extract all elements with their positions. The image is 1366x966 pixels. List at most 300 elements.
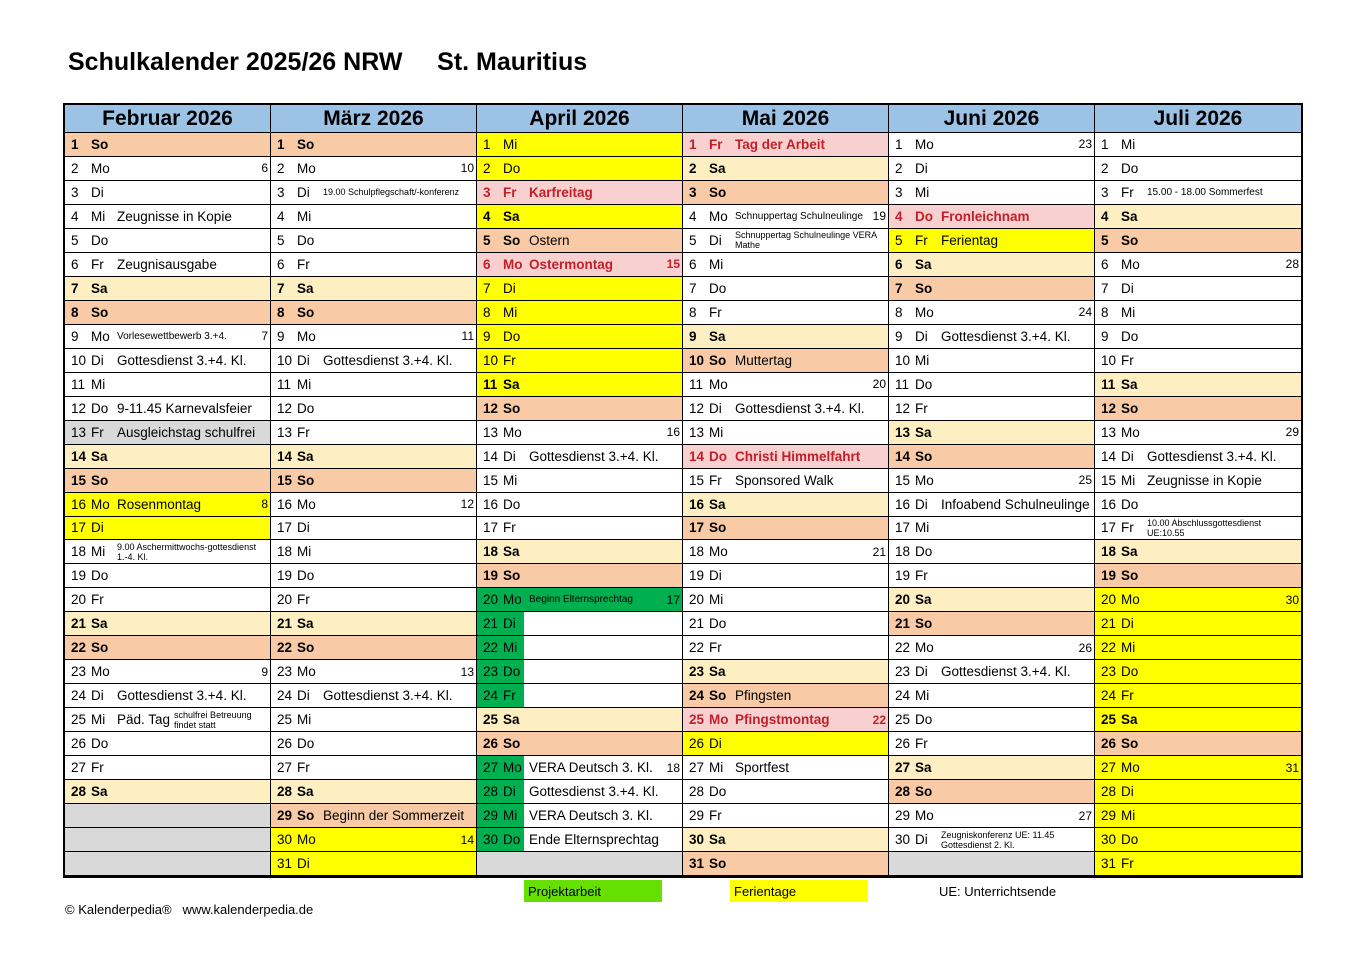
day-number: 19 <box>71 568 87 584</box>
day-row <box>683 780 888 804</box>
weekday: Mo <box>915 136 934 152</box>
day-row <box>889 684 1094 708</box>
day-number: 24 <box>483 688 499 704</box>
day-number: 4 <box>71 208 79 224</box>
day-number: 5 <box>483 232 491 248</box>
day-number: 18 <box>689 544 705 560</box>
weekday: Fr <box>709 472 722 488</box>
day-number: 27 <box>1101 760 1117 776</box>
day-number: 14 <box>689 448 705 464</box>
day-row <box>65 397 270 421</box>
event-note: Muttertag <box>735 352 793 368</box>
day-number: 10 <box>277 352 293 368</box>
day-row <box>271 756 476 780</box>
weekday: So <box>297 304 315 320</box>
day-row <box>477 277 682 301</box>
legend-ferientage-label: Ferientage <box>734 883 797 899</box>
day-row <box>477 804 682 828</box>
day-row <box>889 588 1094 612</box>
day-row <box>683 133 888 157</box>
day-row <box>683 756 888 780</box>
weekday: Di <box>503 448 516 464</box>
weekday: Mo <box>915 304 934 320</box>
weekday: Do <box>709 784 727 800</box>
legend-ue-label: UE: Unterrichtsende <box>939 883 1057 899</box>
weekday: Sa <box>709 328 726 344</box>
weekday: So <box>1121 232 1139 248</box>
weekday: Sa <box>1121 208 1138 224</box>
weekday: Sa <box>297 784 314 800</box>
weekday: So <box>91 640 109 656</box>
weekday: Fr <box>709 136 723 152</box>
weekday: Fr <box>297 760 310 776</box>
weekday: So <box>503 400 521 416</box>
day-number: 10 <box>71 352 87 368</box>
day-number: 8 <box>689 304 697 320</box>
day-number: 4 <box>483 208 491 224</box>
day-number: 15 <box>71 472 87 488</box>
weekday: So <box>709 856 727 872</box>
day-number: 9 <box>483 328 491 344</box>
weekday: Di <box>503 280 516 296</box>
day-number: 10 <box>689 352 705 368</box>
day-number: 3 <box>483 184 491 200</box>
weekday: Fr <box>1121 856 1134 872</box>
day-row <box>65 253 270 277</box>
day-row <box>65 301 270 325</box>
weekday: Mo <box>91 160 110 176</box>
day-row <box>1095 828 1301 852</box>
day-row <box>1095 277 1301 301</box>
weekday: Do <box>91 736 109 752</box>
day-number: 5 <box>689 232 697 248</box>
day-row <box>683 588 888 612</box>
day-number: 7 <box>71 280 79 296</box>
day-number: 14 <box>277 448 293 464</box>
day-number: 12 <box>277 400 293 416</box>
event-note: Gottesdienst 3.+4. Kl. <box>323 688 453 704</box>
day-number: 5 <box>1101 232 1109 248</box>
day-row <box>271 325 476 349</box>
day-row <box>65 780 270 804</box>
day-row <box>889 732 1094 756</box>
day-row <box>271 780 476 804</box>
day-row <box>1095 612 1301 636</box>
day-row <box>1095 780 1301 804</box>
week-number: 23 <box>1078 137 1092 152</box>
day-row <box>271 588 476 612</box>
day-number: 4 <box>895 208 903 224</box>
month-header: März 2026 <box>271 105 476 133</box>
day-row <box>889 157 1094 181</box>
day-number: 15 <box>277 472 293 488</box>
day-number: 31 <box>277 856 293 872</box>
weekday: Mi <box>503 472 518 488</box>
weekday: Mo <box>503 592 522 608</box>
weekday: Fr <box>91 256 104 272</box>
day-number: 9 <box>71 328 79 344</box>
day-number: 6 <box>1101 256 1109 272</box>
day-row <box>1095 253 1301 277</box>
day-row <box>889 564 1094 588</box>
day-row <box>271 277 476 301</box>
day-number: 8 <box>895 304 903 320</box>
day-number: 5 <box>895 232 903 248</box>
weekday: So <box>503 568 521 584</box>
day-row <box>271 397 476 421</box>
day-row <box>1095 517 1301 541</box>
day-row <box>65 133 270 157</box>
day-row <box>889 636 1094 660</box>
day-number: 18 <box>895 544 911 560</box>
day-number: 29 <box>689 808 705 824</box>
weekday: Fr <box>915 736 928 752</box>
day-row <box>683 564 888 588</box>
event-note: Tag der Arbeit <box>735 136 826 152</box>
day-row <box>683 804 888 828</box>
weekday: Do <box>1121 496 1139 512</box>
week-number: 19 <box>872 209 886 224</box>
weekday: Mi <box>297 208 312 224</box>
day-row <box>1095 397 1301 421</box>
day-row <box>271 445 476 469</box>
day-number: 27 <box>689 760 705 776</box>
weekday: Do <box>709 280 727 296</box>
day-row <box>683 540 888 564</box>
day-number: 9 <box>895 328 903 344</box>
day-row <box>65 157 270 181</box>
weekday: Mi <box>709 424 724 440</box>
event-subnote: schulfrei Betreuung findet statt <box>174 709 252 730</box>
day-row <box>477 469 682 493</box>
month-column <box>477 105 683 876</box>
day-row <box>271 564 476 588</box>
day-number: 27 <box>71 760 87 776</box>
day-row <box>65 421 270 445</box>
day-number: 6 <box>895 256 903 272</box>
weekday: Mo <box>915 640 934 656</box>
weekday: Mi <box>503 808 518 824</box>
event-note: Zeugnisse in Kopie <box>1147 472 1262 488</box>
day-number: 6 <box>277 256 285 272</box>
day-row <box>1095 421 1301 445</box>
weekday: Do <box>915 544 933 560</box>
day-row <box>1095 445 1301 469</box>
week-number: 13 <box>460 664 474 679</box>
day-row <box>477 540 682 564</box>
day-row <box>65 804 270 828</box>
day-number: 29 <box>1101 808 1117 824</box>
weekday: Di <box>91 184 104 200</box>
week-number: 27 <box>1078 808 1092 823</box>
day-number: 4 <box>277 208 285 224</box>
weekday: Di <box>503 616 516 632</box>
day-row <box>889 469 1094 493</box>
calendar-grid <box>63 103 1303 878</box>
weekday: Mo <box>1121 760 1140 776</box>
weekday: Fr <box>709 640 722 656</box>
day-number: 22 <box>483 640 499 656</box>
day-row <box>271 517 476 541</box>
day-number: 6 <box>689 256 697 272</box>
weekday: Fr <box>91 592 104 608</box>
weekday: Fr <box>709 304 722 320</box>
weekday: Mo <box>503 760 522 776</box>
day-row <box>683 253 888 277</box>
day-row <box>1095 852 1301 876</box>
day-row <box>477 564 682 588</box>
day-number: 9 <box>689 328 697 344</box>
weekday: Fr <box>915 400 928 416</box>
weekday: Di <box>709 568 722 584</box>
event-note: Ausgleichstag schulfrei <box>117 424 256 440</box>
day-number: 12 <box>1101 400 1117 416</box>
day-row <box>1095 493 1301 517</box>
day-number: 20 <box>483 592 499 608</box>
weekday: Do <box>709 616 727 632</box>
day-number: 19 <box>277 568 293 584</box>
weekday: Sa <box>91 448 108 464</box>
week-number: 20 <box>872 377 886 392</box>
day-row <box>889 421 1094 445</box>
event-note: Pfingsten <box>735 688 792 704</box>
weekday: So <box>297 808 315 824</box>
day-row <box>889 229 1094 253</box>
day-row <box>889 277 1094 301</box>
weekday: Do <box>503 832 521 848</box>
day-number: 14 <box>71 448 87 464</box>
day-number: 4 <box>1101 208 1109 224</box>
legend-unterrichtsende <box>935 880 1115 902</box>
weekday: Sa <box>915 592 932 608</box>
event-note: 9-11.45 Karnevalsfeier <box>117 400 252 416</box>
day-row <box>1095 301 1301 325</box>
weekday: Di <box>1121 784 1134 800</box>
weekday: Mi <box>503 304 518 320</box>
day-row <box>683 397 888 421</box>
weekday: Di <box>915 832 928 848</box>
week-number: 18 <box>666 760 680 775</box>
weekday: Do <box>91 568 109 584</box>
day-number: 3 <box>895 184 903 200</box>
event-note: Infoabend Schulneulinge <box>941 496 1090 512</box>
day-row <box>271 301 476 325</box>
day-row <box>477 780 682 804</box>
day-row <box>477 517 682 541</box>
weekday: So <box>915 280 933 296</box>
event-note: Gottesdienst 3.+4. Kl. <box>941 328 1071 344</box>
day-row <box>477 421 682 445</box>
event-note: Christi Himmelfahrt <box>735 448 861 464</box>
day-number: 28 <box>277 784 293 800</box>
day-row <box>1095 636 1301 660</box>
day-row <box>889 660 1094 684</box>
weekday: Fr <box>503 520 516 536</box>
day-row <box>683 517 888 541</box>
day-number: 5 <box>71 232 79 248</box>
day-row <box>683 660 888 684</box>
day-row <box>477 229 682 253</box>
event-note: Zeugniskonferenz UE: 11.45 Gottesdienst 2. Kl. <box>941 829 1055 850</box>
day-number: 12 <box>895 400 911 416</box>
day-row <box>683 684 888 708</box>
weekday: Di <box>297 352 310 368</box>
weekday: Di <box>91 352 104 368</box>
weekday: Do <box>1121 160 1139 176</box>
weekday: Do <box>297 232 315 248</box>
day-number: 23 <box>483 664 499 680</box>
weekday: Sa <box>503 712 520 728</box>
weekday: Fr <box>297 592 310 608</box>
day-number: 28 <box>483 784 499 800</box>
day-number: 14 <box>895 448 911 464</box>
event-note: Ferientag <box>941 232 999 248</box>
day-number: 16 <box>895 496 911 512</box>
weekday: So <box>1121 568 1139 584</box>
day-number: 14 <box>1101 448 1117 464</box>
day-number: 13 <box>1101 424 1117 440</box>
weekday: Mo <box>297 664 316 680</box>
weekday: So <box>503 232 521 248</box>
weekday: So <box>709 688 727 704</box>
weekday: Do <box>503 160 521 176</box>
weekday: Mi <box>915 352 930 368</box>
day-row <box>271 469 476 493</box>
weekday: Fr <box>1121 688 1134 704</box>
week-number: 15 <box>666 257 680 272</box>
day-row <box>271 636 476 660</box>
day-number: 10 <box>895 352 911 368</box>
day-number: 2 <box>1101 160 1109 176</box>
day-row <box>65 684 270 708</box>
day-row <box>683 349 888 373</box>
day-number: 13 <box>71 424 87 440</box>
day-row <box>477 373 682 397</box>
weekday: Fr <box>915 232 928 248</box>
week-number: 7 <box>261 329 268 344</box>
day-number: 29 <box>277 808 293 824</box>
day-row <box>1095 133 1301 157</box>
day-row <box>271 253 476 277</box>
day-row <box>1095 660 1301 684</box>
weekday: Mo <box>915 472 934 488</box>
day-number: 30 <box>483 832 499 848</box>
event-note: Sportfest <box>735 760 790 776</box>
day-number: 11 <box>895 376 910 392</box>
day-row <box>65 588 270 612</box>
day-row <box>477 133 682 157</box>
weekday: Mi <box>297 376 312 392</box>
week-number: 16 <box>666 425 680 440</box>
day-row <box>271 852 476 876</box>
weekday: So <box>709 184 727 200</box>
day-number: 24 <box>689 688 705 704</box>
weekday: Fr <box>503 688 516 704</box>
day-number: 1 <box>277 136 285 152</box>
weekday: Mi <box>1121 640 1136 656</box>
weekday: Mo <box>91 664 110 680</box>
weekday: Fr <box>1121 184 1134 200</box>
weekday: Mo <box>915 808 934 824</box>
day-row <box>65 708 270 732</box>
weekday: Mo <box>1121 256 1140 272</box>
week-number: 9 <box>261 664 268 679</box>
day-number: 13 <box>689 424 705 440</box>
weekday: Mo <box>503 256 523 272</box>
day-number: 3 <box>71 184 79 200</box>
weekday: Mo <box>709 208 728 224</box>
day-row <box>1095 325 1301 349</box>
month-column <box>683 105 889 876</box>
weekday: Di <box>1121 448 1134 464</box>
weekday: Di <box>503 784 516 800</box>
weekday: Mi <box>709 760 724 776</box>
month-column <box>65 105 271 876</box>
weekday: Fr <box>1121 352 1134 368</box>
day-number: 26 <box>483 736 499 752</box>
weekday: Mo <box>297 328 316 344</box>
day-number: 6 <box>71 256 79 272</box>
day-row <box>889 205 1094 229</box>
day-row <box>65 277 270 301</box>
day-row <box>683 828 888 852</box>
day-number: 17 <box>689 520 705 536</box>
month-header: Juni 2026 <box>889 105 1094 133</box>
day-row <box>65 205 270 229</box>
event-note: Zeugnisausgabe <box>117 256 217 272</box>
day-number: 24 <box>71 688 87 704</box>
weekday: Sa <box>709 496 726 512</box>
event-note: 19.00 Schulpflegschaft/-konferenz <box>323 187 460 198</box>
day-row <box>683 732 888 756</box>
day-number: 27 <box>483 760 499 776</box>
weekday: Mi <box>1121 304 1136 320</box>
day-row <box>477 493 682 517</box>
day-row <box>271 157 476 181</box>
weekday: Mo <box>1121 424 1140 440</box>
weekday: Do <box>503 496 521 512</box>
day-number: 13 <box>277 424 293 440</box>
weekday: Do <box>1121 328 1139 344</box>
weekday: Fr <box>297 256 310 272</box>
day-row <box>477 612 682 636</box>
day-row <box>889 445 1094 469</box>
weekday: Mo <box>91 496 110 512</box>
day-number: 23 <box>689 664 705 680</box>
day-row <box>477 397 682 421</box>
event-note: VERA Deutsch 3. Kl. <box>529 760 653 776</box>
day-number: 17 <box>1101 520 1117 536</box>
day-row <box>683 229 888 253</box>
weekday: Mi <box>297 712 312 728</box>
day-row <box>65 612 270 636</box>
weekday: So <box>709 352 727 368</box>
weekday: Sa <box>503 208 520 224</box>
day-row <box>889 517 1094 541</box>
day-row <box>477 349 682 373</box>
weekday: Di <box>1121 280 1134 296</box>
weekday: Di <box>91 688 104 704</box>
day-number: 30 <box>277 832 293 848</box>
weekday: Di <box>297 184 310 200</box>
day-row <box>889 708 1094 732</box>
month-column <box>889 105 1095 876</box>
day-row <box>271 540 476 564</box>
weekday: Mi <box>297 544 312 560</box>
weekday: Mo <box>503 424 522 440</box>
weekday: Mo <box>91 328 110 344</box>
day-row <box>65 373 270 397</box>
